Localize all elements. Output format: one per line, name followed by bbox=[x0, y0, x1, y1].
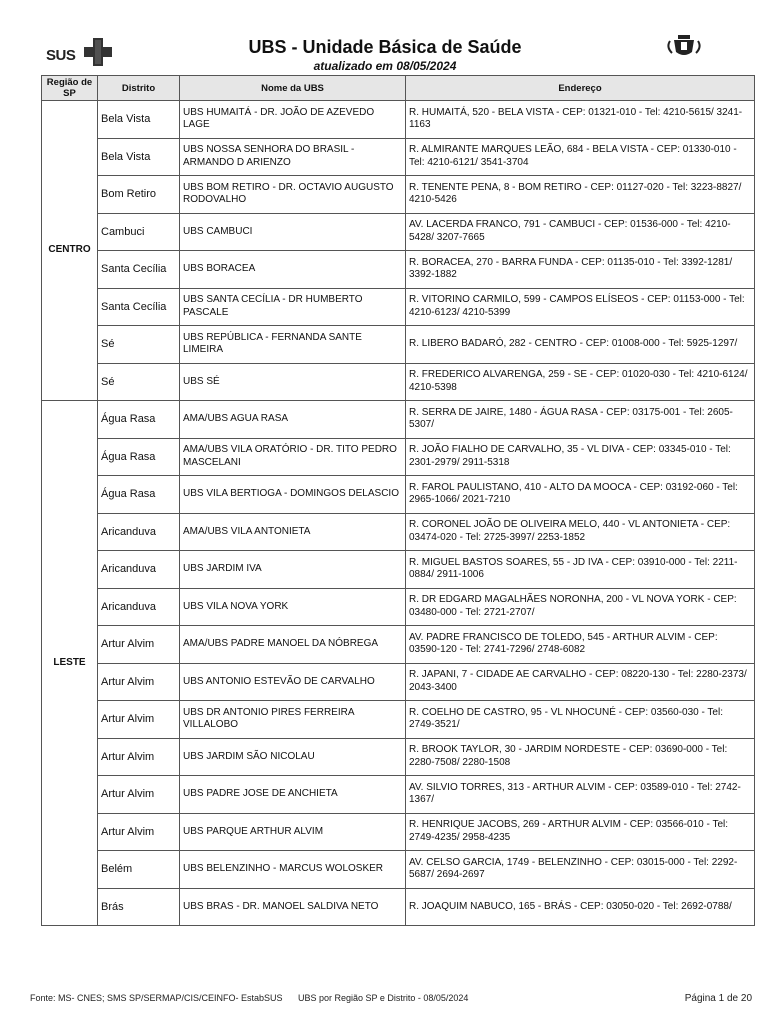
address-cell: R. HENRIQUE JACOBS, 269 - ARTHUR ALVIM - CEP: 03566-010 - Tel: 2749-4235/ 2958-4235 bbox=[406, 813, 755, 851]
regiao-cell: CENTRO bbox=[42, 101, 98, 401]
address-cell: R. FAROL PAULISTANO, 410 - ALTO DA MOOCA - CEP: 03192-060 - Tel: 2965-1066/ 2021-7210 bbox=[406, 476, 755, 514]
address-cell: R. CORONEL JOÃO DE OLIVEIRA MELO, 440 - VL ANTONIETA - CEP: 03474-020 - Tel: 2725-3997/ 2253-1852 bbox=[406, 513, 755, 551]
table-row bbox=[42, 401, 755, 439]
distrito-cell: Santa Cecília bbox=[98, 251, 180, 289]
distrito-cell: Cambuci bbox=[98, 213, 180, 251]
ubs-name-cell: UBS SANTA CECÍLIA - DR HUMBERTO PASCALE bbox=[180, 288, 406, 326]
ubs-table bbox=[41, 75, 755, 926]
address-cell: AV. CELSO GARCIA, 1749 - BELENZINHO - CEP: 03015-000 - Tel: 2292-5687/ 2694-2697 bbox=[406, 851, 755, 889]
address-cell: R. HUMAITÁ, 520 - BELA VISTA - CEP: 01321-010 - Tel: 4210-5615/ 3241-1163 bbox=[406, 101, 755, 139]
page-subtitle: atualizado em 08/05/2024 bbox=[313, 59, 457, 73]
regiao-cell: LESTE bbox=[42, 401, 98, 926]
ubs-name-cell: UBS ANTONIO ESTEVÃO DE CARVALHO bbox=[180, 663, 406, 701]
distrito-cell: Água Rasa bbox=[98, 476, 180, 514]
table-row bbox=[42, 626, 755, 664]
table-row bbox=[42, 888, 755, 926]
ubs-name-cell: UBS SÉ bbox=[180, 363, 406, 401]
distrito-cell: Artur Alvim bbox=[98, 776, 180, 814]
distrito-cell: Água Rasa bbox=[98, 438, 180, 476]
distrito-cell: Artur Alvim bbox=[98, 626, 180, 664]
address-cell: R. ALMIRANTE MARQUES LEÃO, 684 - BELA VISTA - CEP: 01330-010 - Tel: 4210-6121/ 3541-3704 bbox=[406, 138, 755, 176]
ubs-name-cell: UBS BOM RETIRO - DR. OCTAVIO AUGUSTO RODOVALHO bbox=[180, 176, 406, 214]
table-row bbox=[42, 363, 755, 401]
table-row bbox=[42, 701, 755, 739]
ubs-name-cell: AMA/UBS PADRE MANOEL DA NÓBREGA bbox=[180, 626, 406, 664]
address-cell: R. BORACEA, 270 - BARRA FUNDA - CEP: 01135-010 - Tel: 3392-1281/ 3392-1882 bbox=[406, 251, 755, 289]
ubs-name-cell: UBS NOSSA SENHORA DO BRASIL - ARMANDO D ARIENZO bbox=[180, 138, 406, 176]
table-row bbox=[42, 513, 755, 551]
address-cell: R. LIBERO BADARÓ, 282 - CENTRO - CEP: 01008-000 - Tel: 5925-1297/ bbox=[406, 326, 755, 364]
address-cell: R. VITORINO CARMILO, 599 - CAMPOS ELÍSEOS - CEP: 01153-000 - Tel: 4210-6123/ 4210-5399 bbox=[406, 288, 755, 326]
table-row bbox=[42, 776, 755, 814]
distrito-cell: Bom Retiro bbox=[98, 176, 180, 214]
address-cell: R. SERRA DE JAIRE, 1480 - ÁGUA RASA - CEP: 03175-001 - Tel: 2605-5307/ bbox=[406, 401, 755, 439]
table-row bbox=[42, 251, 755, 289]
footer-source: Fonte: MS- CNES; SMS SP/SERMAP/CIS/CEINFO- EstabSUS bbox=[30, 993, 283, 1003]
distrito-cell: Brás bbox=[98, 888, 180, 926]
distrito-cell: Santa Cecília bbox=[98, 288, 180, 326]
distrito-cell: Bela Vista bbox=[98, 101, 180, 139]
ubs-name-cell: AMA/UBS VILA ANTONIETA bbox=[180, 513, 406, 551]
ubs-name-cell: UBS CAMBUCI bbox=[180, 213, 406, 251]
column-header-distrito: Distrito bbox=[98, 76, 180, 101]
distrito-cell: Bela Vista bbox=[98, 138, 180, 176]
table-row bbox=[42, 851, 755, 889]
distrito-cell: Água Rasa bbox=[98, 401, 180, 439]
address-cell: AV. LACERDA FRANCO, 791 - CAMBUCI - CEP: 01536-000 - Tel: 4210-5428/ 3207-7665 bbox=[406, 213, 755, 251]
address-cell: AV. SILVIO TORRES, 313 - ARTHUR ALVIM - CEP: 03589-010 - Tel: 2742-1367/ bbox=[406, 776, 755, 814]
ubs-name-cell: UBS JARDIM IVA bbox=[180, 551, 406, 589]
ubs-name-cell: UBS REPÚBLICA - FERNANDA SANTE LIMEIRA bbox=[180, 326, 406, 364]
table-row bbox=[42, 138, 755, 176]
table-row bbox=[42, 738, 755, 776]
address-cell: R. COELHO DE CASTRO, 95 - VL NHOCUNÉ - CEP: 03560-030 - Tel: 2749-3521/ bbox=[406, 701, 755, 739]
table-row bbox=[42, 101, 755, 139]
address-cell: R. BROOK TAYLOR, 30 - JARDIM NORDESTE - CEP: 03690-000 - Tel: 2280-7508/ 2280-1508 bbox=[406, 738, 755, 776]
ubs-name-cell: UBS VILA BERTIOGA - DOMINGOS DELASCIO bbox=[180, 476, 406, 514]
distrito-cell: Aricanduva bbox=[98, 551, 180, 589]
distrito-cell: Sé bbox=[98, 326, 180, 364]
sus-logo-text: SUS bbox=[46, 47, 76, 64]
footer-page-number: Página 1 de 20 bbox=[684, 993, 752, 1004]
table-row bbox=[42, 551, 755, 589]
ubs-name-cell: UBS BRAS - DR. MANOEL SALDIVA NETO bbox=[180, 888, 406, 926]
distrito-cell: Artur Alvim bbox=[98, 813, 180, 851]
table-row bbox=[42, 326, 755, 364]
address-cell: R. JAPANI, 7 - CIDADE AE CARVALHO - CEP: 08220-130 - Tel: 2280-2373/ 2043-3400 bbox=[406, 663, 755, 701]
footer-report-name: UBS por Região SP e Distrito - 08/05/2024 bbox=[298, 993, 469, 1003]
ubs-name-cell: UBS JARDIM SÃO NICOLAU bbox=[180, 738, 406, 776]
address-cell: R. JOÃO FIALHO DE CARVALHO, 35 - VL DIVA - CEP: 03345-010 - Tel: 2301-2979/ 2911-5318 bbox=[406, 438, 755, 476]
distrito-cell: Belém bbox=[98, 851, 180, 889]
table-row bbox=[42, 213, 755, 251]
ubs-name-cell: AMA/UBS AGUA RASA bbox=[180, 401, 406, 439]
page-title: UBS - Unidade Básica de Saúde bbox=[248, 37, 522, 57]
column-header-regiao: Região de SP bbox=[42, 76, 98, 101]
distrito-cell: Artur Alvim bbox=[98, 663, 180, 701]
address-cell: R. JOAQUIM NABUCO, 165 - BRÁS - CEP: 03050-020 - Tel: 2692-0788/ bbox=[406, 888, 755, 926]
ubs-name-cell: UBS BELENZINHO - MARCUS WOLOSKER bbox=[180, 851, 406, 889]
address-cell: R. FREDERICO ALVARENGA, 259 - SE - CEP: 01020-030 - Tel: 4210-6124/ 4210-5398 bbox=[406, 363, 755, 401]
address-cell: R. TENENTE PENA, 8 - BOM RETIRO - CEP: 01127-020 - Tel: 3223-8827/ 4210-5426 bbox=[406, 176, 755, 214]
distrito-cell: Aricanduva bbox=[98, 513, 180, 551]
table-row bbox=[42, 663, 755, 701]
ubs-name-cell: UBS PADRE JOSE DE ANCHIETA bbox=[180, 776, 406, 814]
distrito-cell: Artur Alvim bbox=[98, 701, 180, 739]
distrito-cell: Artur Alvim bbox=[98, 738, 180, 776]
ubs-name-cell: UBS PARQUE ARTHUR ALVIM bbox=[180, 813, 406, 851]
address-cell: R. DR EDGARD MAGALHÃES NORONHA, 200 - VL NOVA YORK - CEP: 03480-000 - Tel: 2721-2707/ bbox=[406, 588, 755, 626]
column-header-endereco: Endereço bbox=[406, 76, 755, 101]
table-row bbox=[42, 288, 755, 326]
table-body bbox=[42, 101, 755, 926]
address-cell: R. MIGUEL BASTOS SOARES, 55 - JD IVA - CEP: 03910-000 - Tel: 2211-0884/ 2911-1006 bbox=[406, 551, 755, 589]
ubs-name-cell: UBS VILA NOVA YORK bbox=[180, 588, 406, 626]
table-row bbox=[42, 438, 755, 476]
city-of-sao-paulo-logo bbox=[652, 33, 716, 75]
table-row bbox=[42, 476, 755, 514]
table-header-row bbox=[42, 76, 755, 101]
column-header-nome: Nome da UBS bbox=[180, 76, 406, 101]
table-row bbox=[42, 813, 755, 851]
ubs-name-cell: UBS BORACEA bbox=[180, 251, 406, 289]
ubs-name-cell: UBS HUMAITÁ - DR. JOÃO DE AZEVEDO LAGE bbox=[180, 101, 406, 139]
distrito-cell: Sé bbox=[98, 363, 180, 401]
ubs-name-cell: UBS DR ANTONIO PIRES FERREIRA VILLALOBO bbox=[180, 701, 406, 739]
ubs-name-cell: AMA/UBS VILA ORATÓRIO - DR. TITO PEDRO MASCELANI bbox=[180, 438, 406, 476]
table-row bbox=[42, 588, 755, 626]
table-row bbox=[42, 176, 755, 214]
address-cell: AV. PADRE FRANCISCO DE TOLEDO, 545 - ARTHUR ALVIM - CEP: 03590-120 - Tel: 2741-7296/ 2748-6082 bbox=[406, 626, 755, 664]
distrito-cell: Aricanduva bbox=[98, 588, 180, 626]
